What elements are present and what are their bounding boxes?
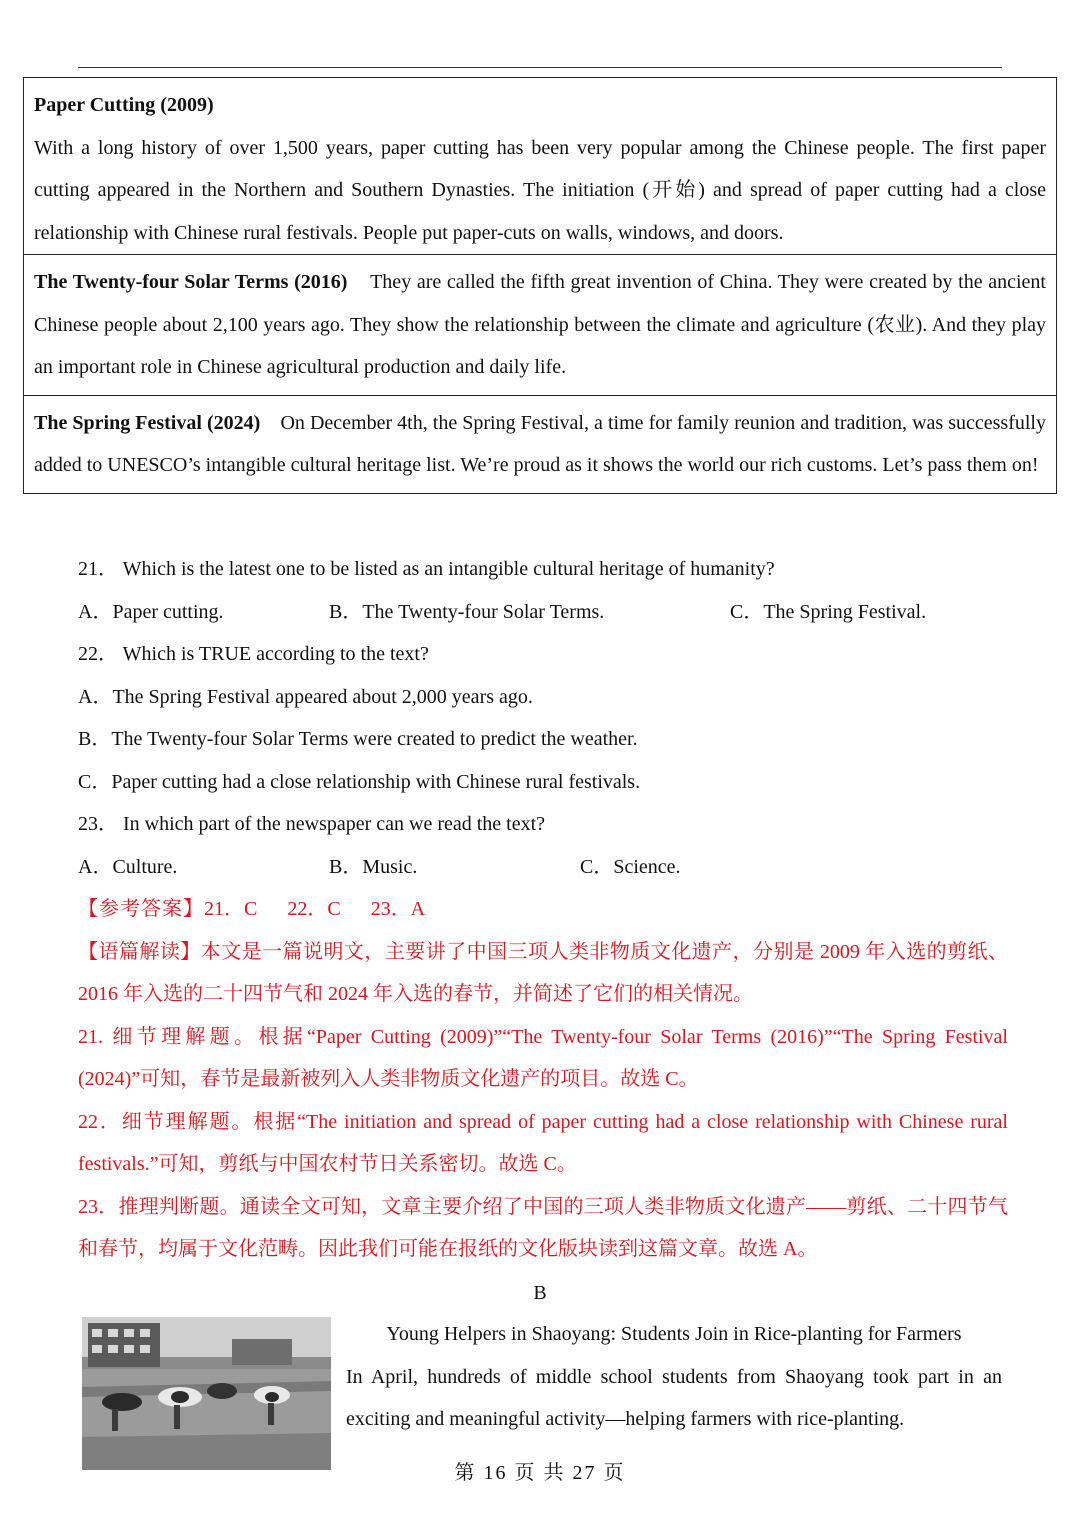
table-row-paper-cutting (24, 78, 1056, 254)
rice-planting-photo (82, 1317, 331, 1470)
answer-key (78, 888, 1008, 931)
row-heading: The Twenty-four Solar Terms (2016) (34, 271, 348, 293)
question-text: Which is TRUE according to the text? (122, 643, 429, 665)
section-letter: B (533, 1282, 547, 1304)
row-text: On December 4th, the Spring Festival, a time for family reunion and tradition, was successfully added to UNESCO’s intangible cultural heritage list. We’re proud as it shows the world our rich customs. Let’s pass them on! (34, 411, 1046, 476)
explanation-22: 22．细节理解题。根据“The initiation and spread of paper cutting had a close relationship with Chinese rural festivals.”可知，剪纸与中国农村节日关系密切。故选 C。 (78, 1110, 1008, 1175)
question-22 (78, 633, 1008, 676)
question-text: In which part of the newspaper can we read the text? (123, 813, 546, 835)
analysis-label: 【语篇解读】 (78, 940, 201, 963)
answer-23: 23．A (370, 898, 426, 920)
options-21 (78, 591, 1008, 634)
option: B．Music. (329, 855, 418, 878)
row-heading: The Spring Festival (2024) (34, 411, 261, 434)
question-number: 21． (78, 558, 118, 580)
article-title: Young Helpers in Shaoyang: Students Join in Rice-planting for Farmers (386, 1323, 962, 1345)
article-text: In April, hundreds of middle school students from Shaoyang took part in an exciting and meaningful activity—helping farmers with rice-planting. (346, 1365, 1002, 1430)
explanation-23: 23．推理判断题。通读全文可知，文章主要介绍了中国的三项人类非物质文化遗产——剪纸、二十四节气和春节，均属于文化范畴。因此我们可能在报纸的文化版块读到这篇文章。故选 A。 (78, 1195, 1008, 1260)
option: A．Paper cutting. (78, 600, 224, 623)
option: C．The Spring Festival. (730, 600, 927, 623)
question-text: Which is the latest one to be listed as an intangible cultural heritage of humanity? (122, 558, 775, 580)
questions (78, 548, 1008, 1271)
row-text: With a long history of over 1,500 years, paper cutting has been very popular among the Chinese people. The first paper cutting appeared in the Northern and Southern Dynasties. The initiation (开始) and spread of paper cutting had a close relationship with Chinese rural festivals. People put paper-cuts on walls, windows, and doors. (34, 136, 1046, 244)
table-row-spring-festival (24, 395, 1056, 493)
row-text: They are called the fifth great invention of China. They were created by the ancient Chinese people about 2,100 years ago. They show the relationship between the climate and agriculture (农业). And they play an important role in Chinese agricultural production and daily life. (34, 271, 1046, 378)
header-rule (78, 67, 1002, 68)
answer-21: 21．C (204, 898, 258, 920)
option: B．The Twenty-four Solar Terms. (329, 600, 605, 623)
answer-key-label: 【参考答案】 (78, 898, 204, 920)
option: A．The Spring Festival appeared about 2,000 years ago. (78, 685, 533, 708)
question-23 (78, 803, 1008, 846)
discourse-analysis (78, 931, 1008, 1016)
table-row-solar-terms (24, 254, 1056, 395)
page-number: 第 16 页 共 27 页 (454, 1462, 626, 1484)
article-b (346, 1313, 1002, 1441)
options-23 (78, 846, 1008, 889)
heritage-table (23, 77, 1057, 494)
question-number: 23． (78, 813, 118, 835)
option: A．Culture. (78, 855, 178, 878)
answer-22: 22．C (287, 898, 341, 920)
option: C．Paper cutting had a close relationship with Chinese rural festivals. (78, 770, 641, 793)
question-21 (78, 548, 1008, 591)
row-heading: Paper Cutting (2009) (34, 94, 214, 116)
option: C．Science. (580, 855, 681, 878)
explanation-21: 21. 细节理解题。根据“Paper Cutting (2009)”“The Twenty-four Solar Terms (2016)”“The Spring Festival (2024)”可知，春节是最新被列入人类非物质文化遗产的项目。故选 C。 (78, 1025, 1008, 1090)
question-number: 22． (78, 643, 118, 665)
analysis-text: 本文是一篇说明文，主要讲了中国三项人类非物质文化遗产，分别是 2009 年入选的剪纸、2016 年入选的二十四节气和 2024 年入选的春节，并简述了它们的相关情况。 (78, 940, 1009, 1005)
option: B．The Twenty-four Solar Terms were created to predict the weather. (78, 728, 638, 750)
